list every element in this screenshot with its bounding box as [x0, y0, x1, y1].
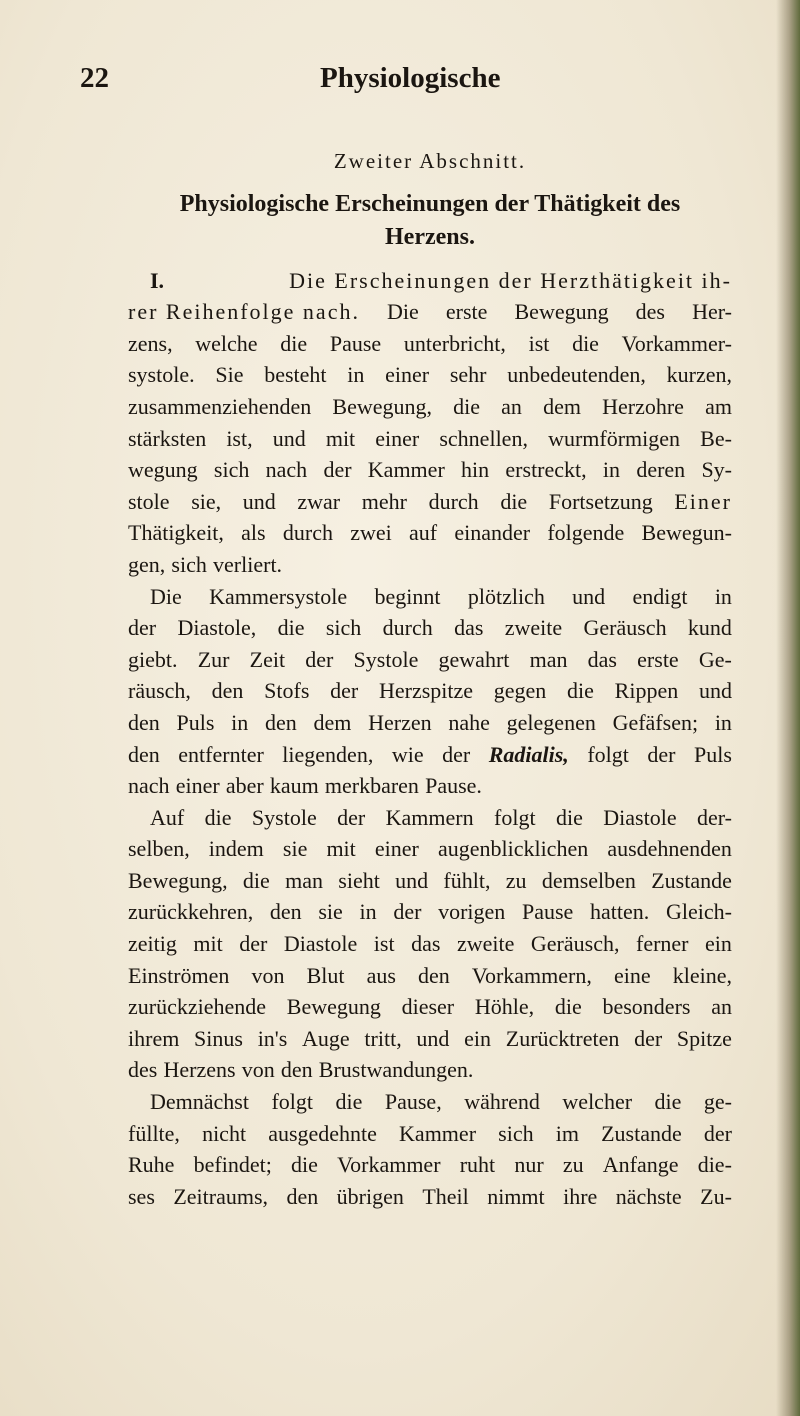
text-line: nach einer aber kaum merkbaren Pause. [128, 773, 482, 799]
text-line: den entfernter liegenden, wie der Radialis, folgt der Puls [128, 741, 732, 767]
chapter-title-line-2: Herzens. [385, 223, 475, 250]
text-line: selben, indem sie mit einer augenblicklichen ausdehnenden [128, 836, 732, 862]
running-head [80, 62, 640, 102]
text-line: Die Kammersystole beginnt plötzlich und endigt in [150, 583, 732, 609]
page-number: 22 [80, 62, 109, 94]
text-line: stärksten ist, und mit einer schnellen, wurmförmigen Be- [128, 425, 732, 451]
text-line: zens, welche die Pause unterbricht, ist die Vorkammer- [128, 330, 732, 356]
text-line: giebt. Zur Zeit der Systole gewahrt man das erste Ge- [128, 646, 732, 672]
text-line: zurückkehren, den sie in der vorigen Pause hatten. Gleich- [128, 899, 732, 925]
chapter-title [128, 188, 732, 254]
text-line: wegung sich nach der Kammer hin erstreckt, in deren Sy- [128, 457, 732, 483]
text-line: Demnächst folgt die Pause, während welcher die ge- [150, 1089, 732, 1115]
text-line: I. Die Erscheinungen der Herzthätigkeit ih- [150, 267, 732, 293]
text-line: ihrem Sinus in's Auge tritt, und ein Zurücktreten der Spitze [128, 1025, 732, 1051]
text-line: der Diastole, die sich durch das zweite Geräusch kund [128, 615, 732, 641]
text-line: des Herzens von den Brustwandungen. [128, 1057, 474, 1083]
text-line: Thätigkeit, als durch zwei auf einander folgende Bewegun- [128, 520, 732, 546]
text-line: den Puls in den dem Herzen nahe gelegenen Gefäfsen; in [128, 709, 732, 735]
text-line: zusammenziehenden Bewegung, die an dem Herzohre am [128, 393, 732, 419]
paragraph-lines [128, 265, 732, 1213]
text-line: Auf die Systole der Kammern folgt die Diastole der- [150, 804, 732, 830]
body-text [128, 146, 732, 1212]
text-line: Ruhe befindet; die Vorkammer ruht nur zu Anfange die- [128, 1152, 732, 1178]
text-line: Einströmen von Blut aus den Vorkammern, eine kleine, [128, 962, 732, 988]
text-line: füllte, nicht ausgedehnte Kammer sich im Zustande der [128, 1120, 732, 1146]
text-line: zeitig mit der Diastole ist das zweite Geräusch, ferner ein [128, 931, 732, 957]
page-edge-shadow [776, 0, 800, 1416]
text-line: zurückziehende Bewegung dieser Höhle, die besonders an [128, 994, 732, 1020]
text-line: gen, sich verliert. [128, 551, 283, 577]
text-line: ses Zeitraums, den übrigen Theil nimmt ihre nächste Zu- [128, 1183, 732, 1209]
text-line: systole. Sie besteht in einer sehr unbedeutenden, kurzen, [128, 362, 732, 388]
section-label: Zweiter Abschnitt. [333, 149, 527, 173]
chapter-title-line-1: Physiologische Erscheinungen der Thätigkeit des [179, 190, 681, 217]
text-line: Bewegung, die man sieht und fühlt, zu demselben Zustande [128, 867, 732, 893]
text-line: stole sie, und zwar mehr durch die Fortsetzung Einer [128, 488, 732, 514]
running-title: Physiologische [320, 62, 501, 94]
text-line: rer Reihenfolge nach. Die erste Bewegung des Her- [128, 299, 732, 325]
text-line: räusch, den Stofs der Herzspitze gegen die Rippen und [128, 678, 732, 704]
